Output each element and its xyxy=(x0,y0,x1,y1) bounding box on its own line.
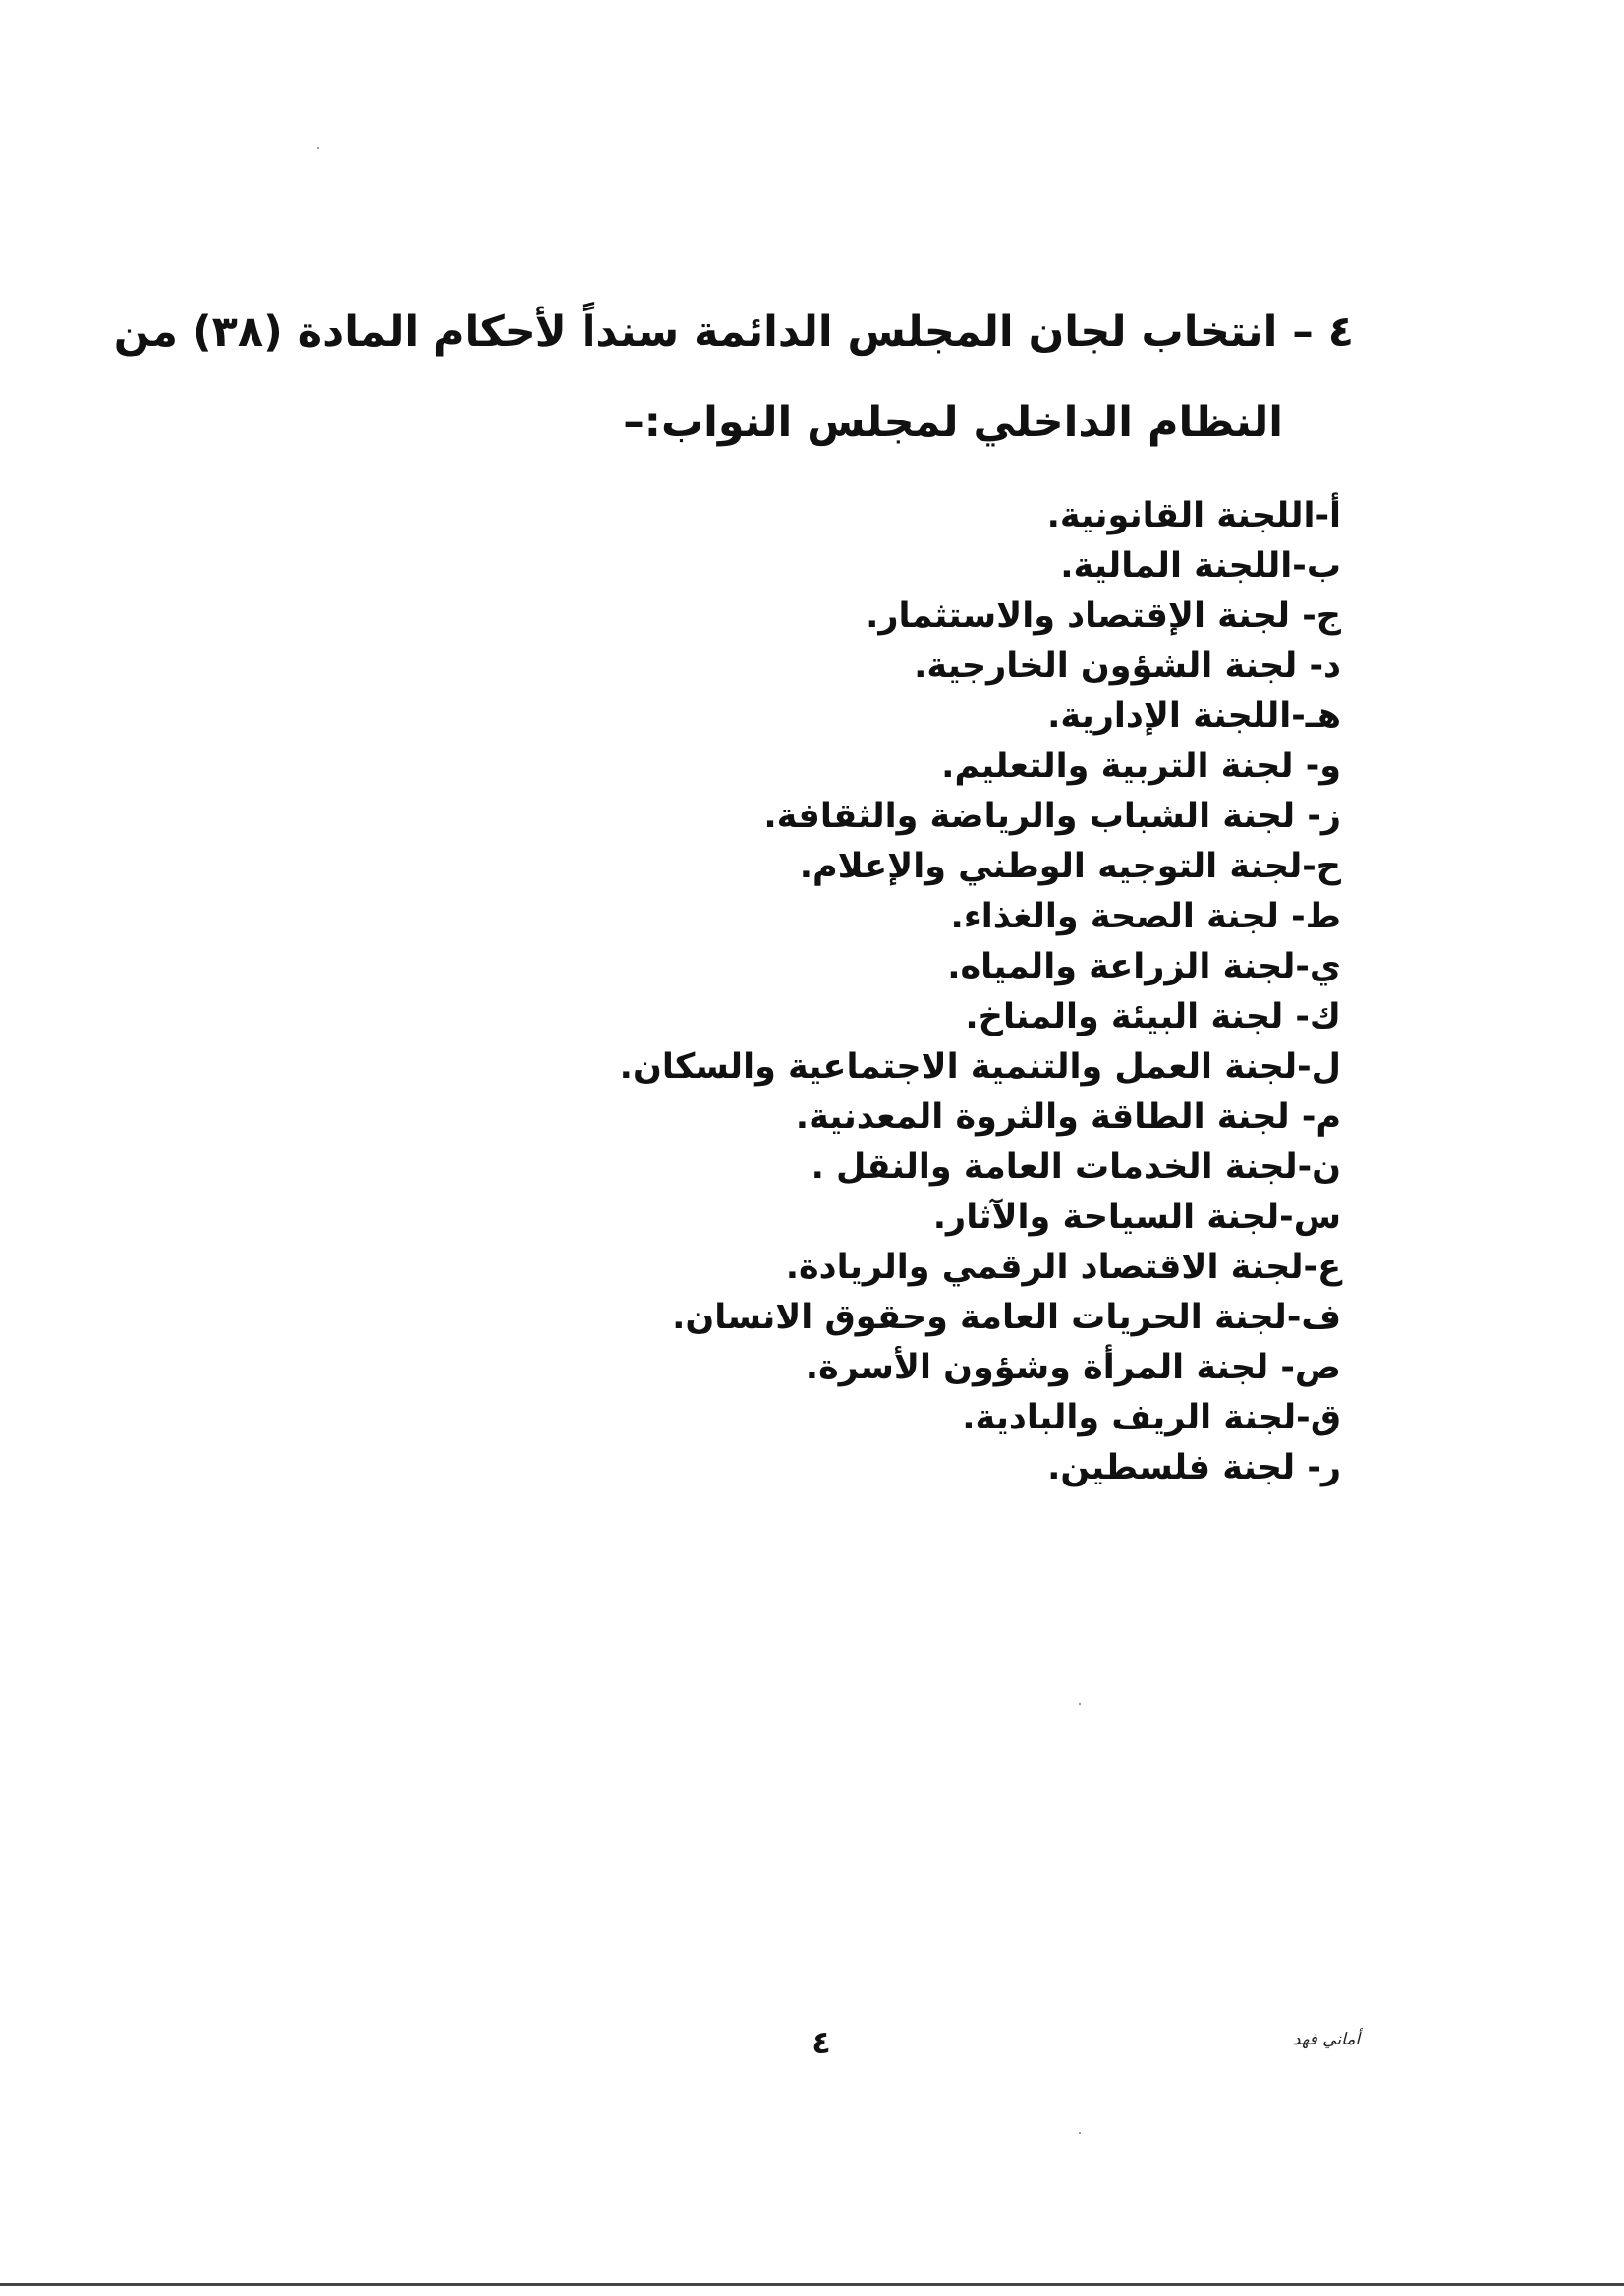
list-item: ع-لجنة الاقتصاد الرقمي والريادة. xyxy=(785,1248,1341,1287)
committee-list xyxy=(359,491,1341,1493)
section-heading xyxy=(113,287,1354,468)
heading-line-1: ٤ – انتخاب لجان المجلس الدائمة سنداً لأحكام المادة (٣٨) من xyxy=(113,308,1354,357)
list-item: د- لجنة الشؤون الخارجية. xyxy=(914,646,1341,686)
scan-speck xyxy=(1079,2132,1081,2134)
scan-speck xyxy=(1079,1703,1081,1705)
list-item: ر- لجنة فلسطين. xyxy=(1047,1448,1341,1487)
list-item: ب-اللجنة المالية. xyxy=(1060,546,1341,586)
list-item: م- لجنة الطاقة والثروة المعدنية. xyxy=(795,1097,1341,1137)
list-item: ط- لجنة الصحة والغذاء. xyxy=(950,897,1341,936)
list-item: ك- لجنة البيئة والمناخ. xyxy=(965,997,1341,1036)
list-item: ن-لجنة الخدمات العامة والنقل . xyxy=(811,1148,1341,1187)
page-number: ٤ xyxy=(812,2024,831,2061)
scan-edge-line xyxy=(0,2283,1624,2286)
heading-line-2: النظام الداخلي لمجلس النواب:– xyxy=(623,398,1283,447)
list-item: أ-اللجنة القانونية. xyxy=(1046,496,1341,535)
list-item: ز- لجنة الشباب والرياضة والثقافة. xyxy=(763,797,1341,836)
list-item: ص- لجنة المرأة وشؤون الأسرة. xyxy=(805,1348,1341,1387)
list-item: ق-لجنة الريف والبادية. xyxy=(962,1398,1341,1437)
signature: أماني فهد xyxy=(1292,2030,1361,2049)
list-item: هـ-اللجنة الإدارية. xyxy=(1047,697,1341,736)
list-item: و- لجنة التربية والتعليم. xyxy=(941,747,1341,786)
list-item: ي-لجنة الزراعة والمياه. xyxy=(947,947,1341,986)
list-item: ف-لجنة الحريات العامة وحقوق الانسان. xyxy=(672,1298,1341,1337)
list-item: س-لجنة السياحة والآثار. xyxy=(932,1198,1341,1237)
list-item: ج- لجنة الإقتصاد والاستثمار. xyxy=(866,596,1341,636)
list-item: ل-لجنة العمل والتنمية الاجتماعية والسكان. xyxy=(619,1047,1341,1087)
scan-speck xyxy=(317,147,319,149)
list-item: ح-لجنة التوجيه الوطني والإعلام. xyxy=(799,847,1341,886)
